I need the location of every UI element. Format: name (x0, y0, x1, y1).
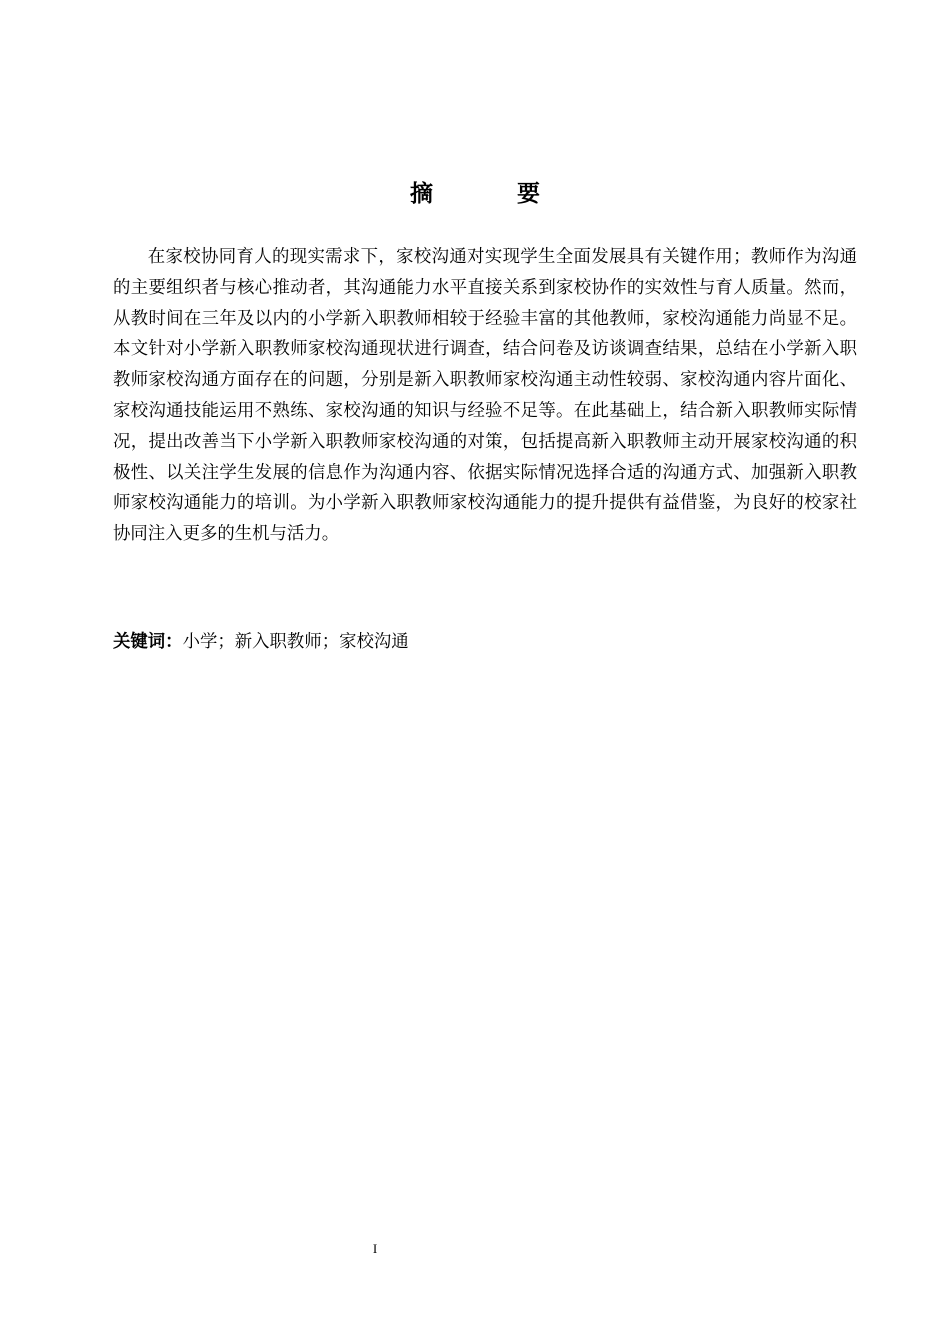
abstract-body: 在家校协同育人的现实需求下，家校沟通对实现学生全面发展具有关键作用；教师作为沟通的主要组织者与核心推动者，其沟通能力水平直接关系到家校协作的实效性与育人质量。然而，从教时间在三年及以内的小学新入职教师相较于经验丰富的其他教师，家校沟通能力尚显不足。本文针对小学新入职教师家校沟通现状进行调查，结合问卷及访谈调查结果，总结在小学新入职教师家校沟通方面存在的问题，分别是新入职教师家校沟通主动性较弱、家校沟通内容片面化、家校沟通技能运用不熟练、家校沟通的知识与经验不足等。在此基础上，结合新入职教师实际情况，提出改善当下小学新入职教师家校沟通的对策，包括提高新入职教师主动开展家校沟通的积极性、以关注学生发展的信息作为沟通内容、依据实际情况选择合适的沟通方式、加强新入职教师家校沟通能力的培训。为小学新入职教师家校沟通能力的提升提供有益借鉴，为良好的校家社协同注入更多的生机与活力。 (113, 247, 857, 545)
keywords-label: 关键词： (113, 632, 183, 652)
abstract-title: 摘 要 (409, 181, 578, 207)
page-number: I (372, 1241, 378, 1256)
keywords-line (113, 627, 857, 657)
keywords-text: 小学；新入职教师；家校沟通 (182, 632, 409, 652)
